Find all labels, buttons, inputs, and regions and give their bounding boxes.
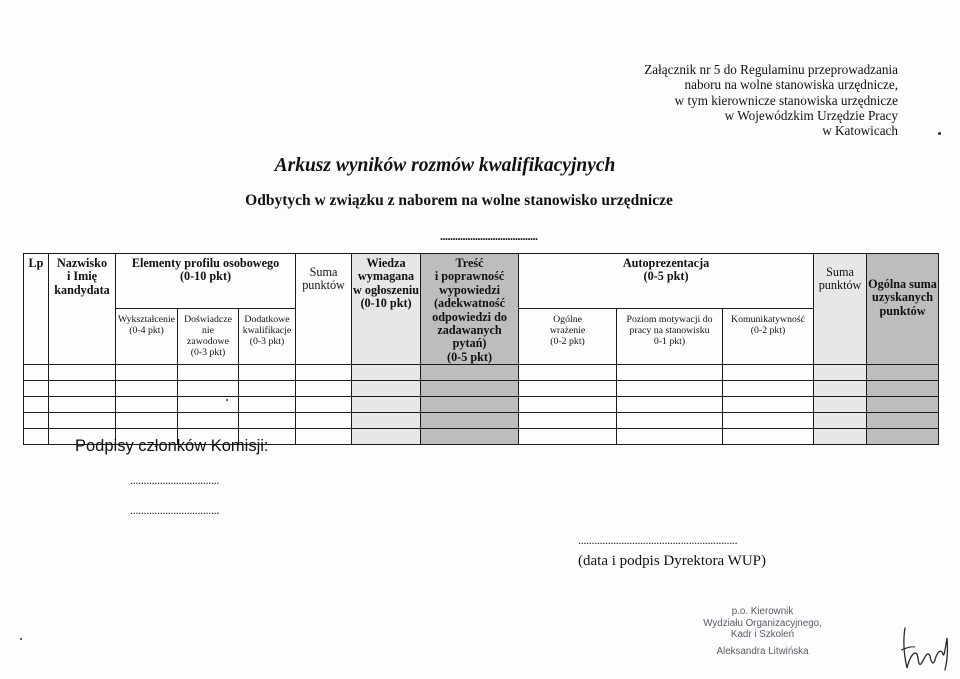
header-education: Wykształcenie (0-4 pkt) [116,308,178,365]
header-points-sum-1: Suma punktów [296,254,352,365]
header-qualifications: Dodatkowe kwalifikacje (0-3 pkt) [239,308,296,365]
header-general-impression: Ogólne wrażenie (0-2 pkt) [519,308,617,365]
annex-line: naboru na wolne stanowiska urzędnicze, [684,77,898,93]
results-table [23,253,939,445]
header-lp: Lp [24,254,49,365]
position-name-placeholder: ....................................... [440,229,538,243]
header-communication: Komunikatywność (0-2 pkt) [723,308,814,365]
header-self-presentation: Autoprezentacja (0-5 pkt) [519,254,814,309]
stamp-name: Aleksandra Litwińska [716,645,809,657]
header-points-sum-2: Suma punktów [814,254,867,365]
header-experience: Doświadcze nie zawodowe (0-3 pkt) [178,308,239,365]
header-total-points: Ogólna suma uzyskanych punktów [867,254,939,365]
stamp-line: Kadr i Szkoleń [730,629,795,640]
document-subtitle: Odbytych w związku z naborem na wolne stanowisko urzędnicze [245,192,673,209]
speck [938,132,941,135]
annex-line: w tym kierownicze stanowiska urzędnicze [674,92,898,108]
header-motivation: Poziom motywacji do pracy na stanowisku 0-1 pkt) [617,308,723,365]
table-row [24,381,939,397]
stamp-line: Wydziału Organizacyjnego, [703,617,822,629]
annex-line: w Wojewódzkim Urzędzie Pracy [724,107,898,123]
header-knowledge: Wiedza wymagana w ogłoszeniu (0-10 pkt) [352,254,421,365]
document-title: Arkusz wyników rozmów kwalifikacyjnych [274,155,616,176]
stamp-line: p.o. Kierownik [731,606,794,617]
annex-line: w Katowicach [822,123,898,139]
table-row [24,365,939,381]
speck [226,399,228,401]
signature-line: ................................. [130,473,220,487]
director-signature-label: (data i podpis Dyrektora WUP) [578,553,767,569]
annex-line: Załącznik nr 5 do Regulaminu przeprowadzania [644,62,898,77]
header-candidate-name: Nazwisko i Imię kandydata [49,254,116,365]
signature-line: ................................. [130,503,220,517]
annex-note [598,62,898,138]
table-row [24,397,939,413]
speck [20,638,22,640]
handwritten-signature [895,620,955,675]
official-stamp [700,606,825,657]
director-signature-line: ........................................................... [578,533,738,547]
header-personal-profile: Elementy profilu osobowego (0-10 pkt) [116,254,296,309]
table-row [24,413,939,429]
commission-signatures-label: Podpisy członków Komisji: [75,437,269,455]
header-answer-content: Treść i poprawność wypowiedzi (adekwatność odpowiedzi do zadawanych pytań) (0-5 pkt) [421,254,519,365]
